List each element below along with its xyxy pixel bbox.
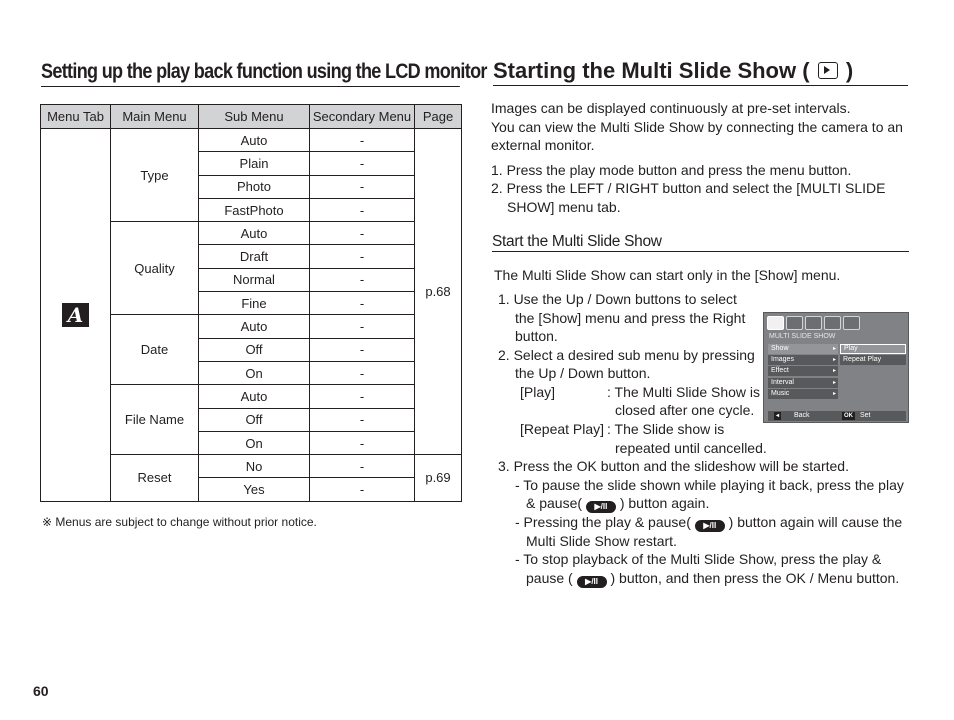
sub-menu-cell: Off (199, 338, 310, 361)
secondary-cell: - (310, 292, 415, 315)
change-notice: ※ Menus are subject to change without prior notice. (42, 515, 317, 529)
sub-menu-cell: Yes (199, 478, 310, 501)
sub-heading: Start the Multi Slide Show (492, 233, 909, 252)
print-tab-icon (824, 316, 841, 330)
menu-tab-cell (41, 129, 111, 502)
lcd-screen (763, 312, 909, 423)
step-2: 2. Press the LEFT / RIGHT button and select the [MULTI SLIDE (491, 180, 886, 196)
sound-tab-icon (805, 316, 822, 330)
secondary-cell: - (310, 385, 415, 408)
header-sub-menu: Sub Menu (199, 105, 310, 129)
sub-intro: The Multi Slide Show can start only in the [Show] menu. (494, 267, 841, 283)
lcd-tab-bar (767, 316, 907, 330)
main-menu-file-name: File Name (111, 385, 199, 455)
sub-menu-cell: Draft (199, 245, 310, 268)
play-desc-1: : The Multi Slide Show is (607, 384, 761, 400)
intro-line-2: You can view the Multi Slide Show by connecting the camera to an (491, 119, 903, 135)
play-menu-table (40, 104, 462, 502)
sub-menu-cell: On (199, 361, 310, 384)
header-main-menu: Main Menu (111, 105, 199, 129)
sub-menu-cell: Auto (199, 129, 310, 152)
lcd-option-play: Play (840, 344, 906, 354)
slide-show-tab-icon (767, 316, 784, 330)
lcd-option-repeat-play: Repeat Play (840, 355, 906, 365)
d3-pre: pause ( (526, 570, 573, 586)
main-menu-type: Type (111, 129, 199, 222)
multi-slide-show-icon (818, 62, 838, 79)
secondary-cell: - (310, 315, 415, 338)
page-number: 60 (33, 683, 49, 699)
s1-line-3: button. (515, 328, 558, 344)
lcd-back-label: Back (794, 412, 810, 419)
repeat-desc-1: : The Slide show is (607, 421, 725, 437)
secondary-cell: - (310, 222, 415, 245)
header-page: Page (415, 105, 462, 129)
secondary-cell: - (310, 338, 415, 361)
sub-menu-cell: FastPhoto (199, 198, 310, 221)
sub-menu-cell: Fine (199, 292, 310, 315)
sub-menu-cell: Auto (199, 222, 310, 245)
sub-menu-cell: Off (199, 408, 310, 431)
s1-line-2: the [Show] menu and press the Right (515, 310, 746, 326)
secondary-cell: - (310, 245, 415, 268)
lcd-item-effect: Effect ▸ (768, 366, 838, 376)
main-menu-quality: Quality (111, 222, 199, 315)
play-pause-icon: ▶/II (695, 520, 725, 532)
header-menu-tab: Menu Tab (41, 105, 111, 129)
d1-pre: & pause( (526, 495, 583, 511)
heading-close: ) (845, 58, 854, 83)
secondary-cell: - (310, 408, 415, 431)
s2-line-1: 2. Select a desired sub menu by pressing (498, 347, 755, 363)
repeat-label: [Repeat Play] (520, 421, 605, 437)
secondary-cell: - (310, 152, 415, 175)
heading-text: Starting the Multi Slide Show ( (493, 58, 810, 83)
main-menu-date: Date (111, 315, 199, 385)
right-heading (493, 58, 908, 86)
left-heading: Setting up the play back function using the LCD monitor (41, 60, 460, 87)
s3-line: 3. Press the OK button and the slideshow will be started. (498, 458, 849, 474)
lcd-item-show: Show ▸ (768, 344, 838, 354)
header-secondary-menu: Secondary Menu (310, 105, 415, 129)
main-menu-reset: Reset (111, 455, 199, 502)
sub-menu-cell: Normal (199, 268, 310, 291)
step-2-cont: SHOW] menu tab. (507, 199, 621, 215)
lcd-title: MULTI SLIDE SHOW (769, 333, 836, 340)
settings-tab-icon (843, 316, 860, 330)
d2-line-1 (515, 513, 902, 532)
ok-key: OK (844, 413, 853, 419)
secondary-cell: - (310, 268, 415, 291)
lcd-item-interval: Interval ▸ (768, 378, 838, 388)
sub-menu-cell: Auto (199, 385, 310, 408)
d3-line-1: - To stop playback of the Multi Slide Show, press the play & (515, 551, 882, 567)
secondary-cell: - (310, 129, 415, 152)
sub-menu-cell: Plain (199, 152, 310, 175)
secondary-cell: - (310, 455, 415, 478)
secondary-cell: - (310, 361, 415, 384)
intro-line-3: external monitor. (491, 137, 595, 153)
intro-line-1: Images can be displayed continuously at pre-set intervals. (491, 100, 851, 116)
lcd-set-label: Set (860, 412, 871, 419)
d1-line-1: - To pause the slide shown while playing it back, press the play (515, 477, 904, 493)
s2-line-2: the Up / Down button. (515, 365, 651, 381)
d2-pre: - Pressing the play & pause( (515, 514, 691, 530)
sub-menu-cell: Photo (199, 175, 310, 198)
d1-post: ) button again. (619, 495, 710, 511)
page-ref-69: p.69 (415, 455, 462, 502)
page-ref-68: p.68 (415, 129, 462, 455)
lcd-footer (768, 411, 906, 421)
d2-line-2: Multi Slide Show restart. (526, 533, 677, 549)
step-1: 1. Press the play mode button and press the menu button. (491, 162, 852, 178)
repeat-desc-2: repeated until cancelled. (615, 440, 767, 456)
lcd-item-music: Music ▸ (768, 389, 838, 399)
d2-post: ) button again will cause the (728, 514, 903, 530)
secondary-cell: - (310, 478, 415, 501)
left-arrow-icon: ◂ (776, 413, 780, 419)
sub-menu-cell: Auto (199, 315, 310, 338)
play-label: [Play] (520, 384, 556, 400)
play-desc-2: closed after one cycle. (615, 402, 755, 418)
sub-menu-cell: No (199, 455, 310, 478)
d3-post: ) button, and then press the OK / Menu button. (610, 570, 900, 586)
sub-menu-cell: On (199, 431, 310, 454)
d3-line-2 (526, 569, 899, 588)
d1-line-2 (526, 494, 709, 513)
secondary-cell: - (310, 175, 415, 198)
play-tab-icon (786, 316, 803, 330)
s1-line-1: 1. Use the Up / Down buttons to select (498, 291, 737, 307)
play-pause-icon: ▶/II (586, 501, 616, 513)
secondary-cell: - (310, 431, 415, 454)
play-setting-tab-icon: A (62, 303, 89, 327)
play-pause-icon: ▶/II (577, 576, 607, 588)
lcd-item-images: Images ▸ (768, 355, 838, 365)
secondary-cell: - (310, 198, 415, 221)
